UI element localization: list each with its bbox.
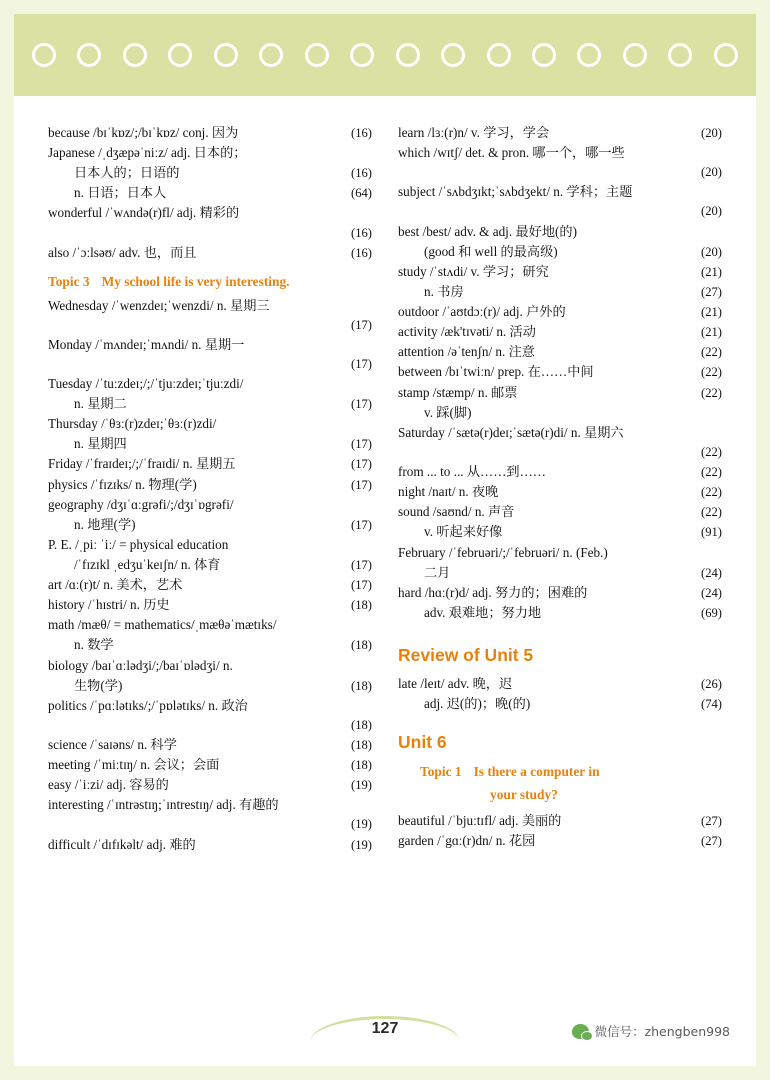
entry-page-ref: (19) [351,817,372,832]
glossary-entry [398,674,722,694]
glossary-entry [398,262,722,282]
glossary-entry [48,374,372,394]
glossary-entry [48,394,372,414]
entry-page-ref: (21) [701,264,722,279]
entry-page-ref: (16) [351,245,372,260]
entry-page-ref: (22) [701,345,722,360]
glossary-entry [398,302,722,322]
entry-text: garden /ˈgɑː(r)dn/ n. 花园 [398,833,536,848]
topic-number: Topic 3 [48,273,90,289]
glossary-entry [398,694,722,714]
glossary-entry [48,775,372,795]
glossary-entry [48,335,372,355]
entry-text: v. 踩(脚) [424,404,472,420]
glossary-entry [48,414,372,434]
entry-text: learn /lɜː(r)n/ v. 学习，学会 [398,125,550,140]
ring-icon [396,43,420,67]
entry-text: late /leɪt/ adv. 晚，迟 [398,676,513,692]
entry-text: n. 地理(学) [74,516,136,532]
entry-text: n. 数学 [74,637,114,653]
glossary-entry [398,202,722,221]
entry-page-ref: (69) [701,605,722,620]
ring-icon [714,43,738,67]
glossary-entry [398,502,722,522]
entry-page-ref: (74) [701,697,722,712]
ring-icon [668,43,692,67]
entry-text: meeting /ˈmiːtɪŋ/ n. 会议；会面 [48,757,220,773]
left-column [48,123,372,855]
ring-icon [441,43,465,67]
ring-icon [214,43,238,67]
glossary-entry [398,543,722,563]
entry-text: because /bɪˈkɒz/;/bɪˈkɒz/ conj. 因为 [48,125,239,140]
entry-text: v. 听起来好像 [424,524,503,540]
entry-page-ref: (22) [701,365,722,380]
entry-page-ref: (17) [351,317,372,332]
entry-text: math /mæθ/ = mathematics/ˌmæθəˈmætɪks/ [48,617,277,633]
page-sheet [14,14,756,1066]
entry-page-ref: (27) [701,834,722,848]
glossary-entry [48,755,372,775]
glossary-entry [398,143,722,163]
entry-text: Wednesday /ˈwenzdeɪ;ˈwenzdi/ n. 星期三 [48,297,270,313]
glossary-entry [48,676,372,696]
ring-icon [259,43,283,67]
glossary-entry [48,454,372,474]
glossary-entry [398,362,722,382]
entry-text: best /best/ adv. & adj. 最好地(的) [398,223,577,239]
entry-page-ref: (17) [351,397,372,412]
topic-heading [398,763,722,782]
entry-page-ref: (18) [351,717,372,732]
entry-page-ref: (18) [351,737,372,752]
entry-page-ref: (17) [351,457,372,472]
unit-heading: Unit 6 [398,732,447,753]
glossary-entry [48,224,372,243]
entry-text: adv. 艰难地；努力地 [424,604,542,620]
glossary-entry [398,182,722,202]
entry-page-ref: (16) [351,166,372,181]
review-heading: Review of Unit 5 [398,645,534,666]
glossary-entry [398,482,722,502]
entry-text: /ˈfɪzɪkl ˌedʒuˈkeɪʃn/ n. 体育 [74,556,221,572]
glossary-entry [48,183,372,203]
entry-page-ref: (20) [701,204,722,219]
entry-text: interesting /ˈɪntrəstɪŋ;ˈɪntrestɪŋ/ adj. 有趣的 [48,797,279,813]
decorative-top-band [14,14,756,99]
entry-text: 生物(学) [74,677,123,693]
entry-text: activity /æk'tɪvəti/ n. 活动 [398,324,536,340]
glossary-entry [48,635,372,655]
entry-page-ref: (17) [351,557,372,572]
entry-page-ref: (16) [351,126,372,140]
entry-text: between /bɪˈtwiːn/ prep. 在……中间 [398,364,594,380]
entry-page-ref: (20) [701,165,722,180]
entry-page-ref: (21) [701,305,722,320]
entry-page-ref: (21) [701,325,722,340]
entry-text: outdoor /ˈaʊtdɔː(r)/ adj. 户外的 [398,304,566,320]
entry-text: hard /hɑː(r)d/ adj. 努力的；困难的 [398,584,588,600]
entry-page-ref: (22) [701,444,722,459]
entry-text: from ... to ... 从……到…… [398,464,546,479]
entry-page-ref: (22) [701,385,722,400]
glossary-entry [48,434,372,454]
entry-text: Monday /ˈmʌndeɪ;ˈmʌndi/ n. 星期一 [48,336,245,352]
glossary-entry [48,316,372,335]
entry-text: n. 星期四 [74,436,127,452]
glossary-entry [398,383,722,403]
entry-text: P. E. /ˌpiː ˈiː/ = physical education [48,536,229,552]
entry-text: physics /ˈfɪzɪks/ n. 物理(学) [48,476,197,492]
glossary-entry [48,475,372,495]
ring-icon [32,43,56,67]
entry-page-ref: (91) [701,525,722,540]
ring-decoration-row [32,40,738,70]
entry-text: Thursday /ˈθɜː(r)zdeɪ;ˈθɜː(r)zdi/ [48,416,217,432]
entry-text: Saturday /ˈsætə(r)deɪ;ˈsætə(r)di/ n. 星期六 [398,424,624,440]
entry-text: difficult /ˈdɪfɪkəlt/ adj. 难的 [48,836,196,852]
glossary-content [14,99,756,855]
entry-page-ref: (26) [701,677,722,692]
glossary-entry [398,583,722,603]
entry-text: Tuesday /ˈtuːzdeɪ;/;/ˈtjuːzdeɪ;ˈtjuːzdi/ [48,376,244,391]
glossary-entry [48,495,372,515]
glossary-entry [398,222,722,242]
entry-text: geography /dʒɪˈɑːgrəfi/;/dʒɪˈɒgrəfi/ [48,496,234,512]
entry-page-ref: (18) [351,638,372,653]
entry-page-ref: (19) [351,837,372,852]
glossary-entry [398,462,722,482]
glossary-entry [398,563,722,583]
entry-text: study /ˈstʌdi/ v. 学习；研究 [398,263,549,279]
entry-text: also /ˈɔːlsəʊ/ adv. 也，而且 [48,244,197,260]
entry-text: 二月 [424,564,451,580]
entry-text: history /ˈhɪstri/ n. 历史 [48,597,170,613]
glossary-entry [398,322,722,342]
entry-text: n. 书房 [424,283,464,299]
topic-title: My school life is very interesting. [101,273,290,289]
entry-page-ref: (17) [351,517,372,532]
ring-icon [532,43,556,67]
entry-text: 日本人的；日语的 [74,165,180,181]
entry-page-ref: (17) [351,356,372,371]
entry-page-ref: (18) [351,598,372,613]
glossary-entry [48,203,372,223]
topic-heading [48,273,372,292]
glossary-entry [48,595,372,615]
glossary-entry [48,355,372,374]
entry-page-ref: (20) [701,126,722,140]
ring-icon [487,43,511,67]
entry-text: wonderful /ˈwʌndə(r)fl/ adj. 精彩的 [48,205,240,221]
glossary-entry [398,242,722,262]
glossary-entry [398,403,722,423]
glossary-entry [48,815,372,834]
entry-text: subject /ˈsʌbdʒɪkt;ˈsʌbdʒekt/ n. 学科；主题 [398,184,633,200]
entry-page-ref: (17) [351,477,372,492]
glossary-entry [398,831,722,851]
entry-page-ref: (17) [351,437,372,452]
topic-title-continuation: your study? [490,787,558,803]
entry-text: sound /saʊnd/ n. 声音 [398,504,515,520]
glossary-entry [48,296,372,316]
topic-title: Is there a computer in [473,764,600,780]
ring-icon [305,43,329,67]
wechat-icon [572,1024,589,1039]
glossary-entry [48,696,372,716]
entry-text: politics /ˈpɑːlətɪks/;/ˈpɒlətɪks/ n. 政治 [48,697,248,713]
ring-icon [577,43,601,67]
wechat-id-text: 微信号：zhengben998 [594,1024,730,1039]
entry-page-ref: (18) [351,678,372,693]
page-number-badge [310,1012,460,1046]
ring-icon [350,43,374,67]
page-footer [14,1010,756,1052]
entry-page-ref: (22) [701,465,722,479]
glossary-entry [48,615,372,635]
entry-text: art /ɑː(r)t/ n. 美术，艺术 [48,577,183,593]
glossary-entry [48,575,372,595]
glossary-entry [48,716,372,735]
entry-text: science /ˈsaɪəns/ n. 科学 [48,736,177,752]
glossary-entry [398,163,722,182]
glossary-entry [398,123,722,143]
entry-text: n. 星期二 [74,396,127,412]
entry-text: (good 和 well 的最高级) [424,243,558,259]
glossary-entry [48,123,372,143]
ring-icon [123,43,147,67]
glossary-entry [48,163,372,183]
entry-page-ref: (24) [701,565,722,580]
entry-text: biology /baɪˈɑːlədʒi/;/baɪˈɒlədʒi/ n. [48,657,233,673]
glossary-entry [398,522,722,542]
entry-text: attention /əˈtenʃn/ n. 注意 [398,344,535,360]
ring-icon [77,43,101,67]
entry-text: stamp /stæmp/ n. 邮票 [398,384,518,400]
entry-page-ref: (16) [351,225,372,240]
glossary-entry [398,423,722,443]
entry-text: adj. 迟(的)；晚(的) [424,696,531,712]
entry-page-ref: (24) [701,585,722,600]
page-number: 127 [371,1020,399,1037]
entry-page-ref: (17) [351,578,372,593]
glossary-entry [398,811,722,831]
glossary-entry [48,535,372,555]
entry-text: which /wɪtʃ/ det. & pron. 哪一个，哪一些 [398,145,625,161]
glossary-entry [398,282,722,302]
right-column [398,123,722,855]
glossary-entry [398,443,722,462]
entry-page-ref: (27) [701,813,722,828]
glossary-entry [48,143,372,163]
ring-icon [168,43,192,67]
entry-text: Friday /ˈfraɪdeɪ;/;/ˈfraɪdi/ n. 星期五 [48,456,236,472]
entry-page-ref: (64) [351,186,372,201]
glossary-entry [48,555,372,575]
entry-page-ref: (20) [701,244,722,259]
entry-page-ref: (18) [351,758,372,773]
entry-text: beautiful /ˈbjuːtɪfl/ adj. 美丽的 [398,812,562,828]
glossary-entry [48,656,372,676]
entry-text: easy /ˈiːzi/ adj. 容易的 [48,777,169,793]
glossary-entry [48,243,372,263]
entry-text: night /naɪt/ n. 夜晚 [398,484,499,500]
entry-text: n. 日语；日本人 [74,185,167,201]
glossary-entry [48,795,372,815]
glossary-entry [48,735,372,755]
entry-page-ref: (19) [351,778,372,793]
glossary-entry [398,603,722,623]
wechat-watermark [572,1022,730,1040]
glossary-entry [48,835,372,855]
glossary-entry [398,342,722,362]
entry-page-ref: (22) [701,505,722,520]
topic-number: Topic 1 [420,764,462,780]
entry-text: February /ˈfebruəri/;/ˈfebruəri/ n. (Feb.) [398,544,608,560]
glossary-entry [48,515,372,535]
entry-page-ref: (27) [701,284,722,299]
entry-page-ref: (22) [701,485,722,500]
entry-text: Japanese /ˌdʒæpəˈniːz/ adj. 日本的； [48,145,247,161]
ring-icon [623,43,647,67]
